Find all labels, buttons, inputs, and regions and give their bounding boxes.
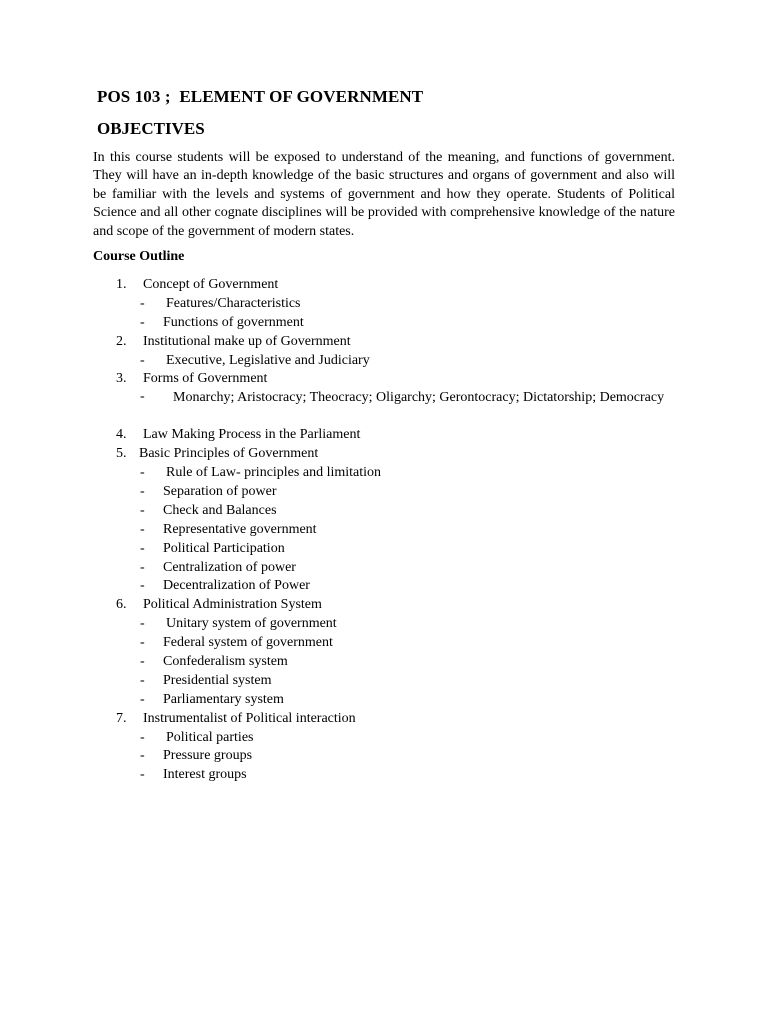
item-label: Interest groups bbox=[163, 767, 247, 783]
bullet-dash: - bbox=[140, 465, 145, 481]
bullet-dash: - bbox=[140, 502, 145, 518]
outline-item bbox=[0, 295, 768, 314]
item-label: Check and Balances bbox=[163, 502, 277, 518]
item-label: Executive, Legislative and Judiciary bbox=[166, 352, 370, 368]
outline-item bbox=[0, 559, 768, 578]
outline-section bbox=[0, 333, 768, 352]
item-label: Representative government bbox=[163, 521, 317, 537]
item-label: Separation of power bbox=[163, 484, 277, 500]
section-label: Instrumentalist of Political interaction bbox=[143, 710, 356, 726]
outline-item bbox=[0, 352, 768, 371]
outline-item bbox=[0, 314, 768, 333]
bullet-dash: - bbox=[140, 654, 145, 670]
bullet-dash: - bbox=[140, 691, 145, 707]
item-label: Decentralization of Power bbox=[163, 578, 310, 594]
bullet-dash: - bbox=[140, 389, 145, 405]
bullet-dash: - bbox=[140, 521, 145, 537]
bullet-dash: - bbox=[140, 295, 145, 311]
section-label: Political Administration System bbox=[143, 597, 322, 613]
section-label: Basic Principles of Government bbox=[139, 446, 319, 462]
bullet-dash: - bbox=[140, 748, 145, 764]
bullet-dash: - bbox=[140, 540, 145, 556]
course-outline-heading: Course Outline bbox=[93, 249, 185, 264]
item-label: Centralization of power bbox=[163, 559, 296, 575]
item-label: Presidential system bbox=[163, 672, 272, 688]
outline-item bbox=[0, 389, 768, 426]
outline-item bbox=[0, 634, 768, 653]
item-label: Rule of Law- principles and limitation bbox=[166, 465, 382, 481]
outline-item bbox=[0, 521, 768, 540]
outline-item bbox=[0, 540, 768, 559]
outline-item bbox=[0, 653, 768, 672]
bullet-dash: - bbox=[140, 559, 145, 575]
section-number: 5. bbox=[116, 446, 127, 462]
bullet-dash: - bbox=[140, 729, 145, 745]
outline-item bbox=[0, 464, 768, 483]
course-outline-list bbox=[0, 276, 768, 785]
bullet-dash: - bbox=[140, 635, 145, 651]
document-title: POS 103 ; ELEMENT OF GOVERNMENT bbox=[97, 87, 424, 106]
bullet-dash: - bbox=[140, 578, 145, 594]
section-label: Concept of Government bbox=[143, 277, 279, 292]
bullet-dash: - bbox=[140, 672, 145, 688]
section-number: 6. bbox=[116, 597, 127, 613]
outline-item bbox=[0, 729, 768, 748]
item-label: Unitary system of government bbox=[166, 616, 337, 632]
item-label: Parliamentary system bbox=[163, 691, 284, 707]
bullet-dash: - bbox=[140, 616, 145, 632]
objectives-paragraph: In this course students will be exposed to understand of the meaning, and functions of government. They will have an in-depth knowledge of the basic structures and organs of government and also will be familiar with the levels and systems of government and how they operate. Students of Political Science and all other cognate disciplines will be provided with comprehensive knowledge of the nature and scope of the government of modern states. bbox=[93, 150, 675, 239]
outline-section bbox=[0, 370, 768, 389]
outline-section bbox=[0, 596, 768, 615]
outline-item bbox=[0, 502, 768, 521]
section-number: 7. bbox=[116, 710, 127, 726]
section-label: Forms of Government bbox=[143, 371, 268, 387]
item-label: Confederalism system bbox=[163, 654, 288, 670]
section-number: 3. bbox=[116, 371, 127, 387]
objectives-heading: OBJECTIVES bbox=[97, 119, 205, 138]
section-number: 1. bbox=[116, 277, 127, 292]
outline-section bbox=[0, 276, 768, 295]
outline-item bbox=[0, 483, 768, 502]
outline-item bbox=[0, 766, 768, 785]
item-label: Political parties bbox=[166, 729, 254, 745]
item-label: Pressure groups bbox=[163, 748, 253, 764]
bullet-dash: - bbox=[140, 767, 145, 783]
item-label: Functions of government bbox=[163, 314, 304, 330]
section-number: 4. bbox=[116, 427, 127, 443]
bullet-dash: - bbox=[140, 484, 145, 500]
outline-item bbox=[0, 615, 768, 634]
outline-item bbox=[0, 691, 768, 710]
outline-item bbox=[0, 577, 768, 596]
section-number: 2. bbox=[116, 333, 127, 349]
section-label: Law Making Process in the Parliament bbox=[143, 427, 361, 443]
item-label: Political Participation bbox=[163, 540, 285, 556]
section-label: Institutional make up of Government bbox=[143, 333, 351, 349]
item-label: Federal system of government bbox=[163, 635, 333, 651]
outline-section bbox=[0, 445, 768, 464]
item-label: Features/Characteristics bbox=[166, 295, 301, 311]
bullet-dash: - bbox=[140, 352, 145, 368]
bullet-dash: - bbox=[140, 314, 145, 330]
outline-section bbox=[0, 426, 768, 445]
outline-item bbox=[0, 747, 768, 766]
item-label: Monarchy; Aristocracy; Theocracy; Oligarchy; Gerontocracy; Dictatorship; Democracy bbox=[173, 390, 665, 406]
outline-section bbox=[0, 710, 768, 729]
outline-item bbox=[0, 672, 768, 691]
